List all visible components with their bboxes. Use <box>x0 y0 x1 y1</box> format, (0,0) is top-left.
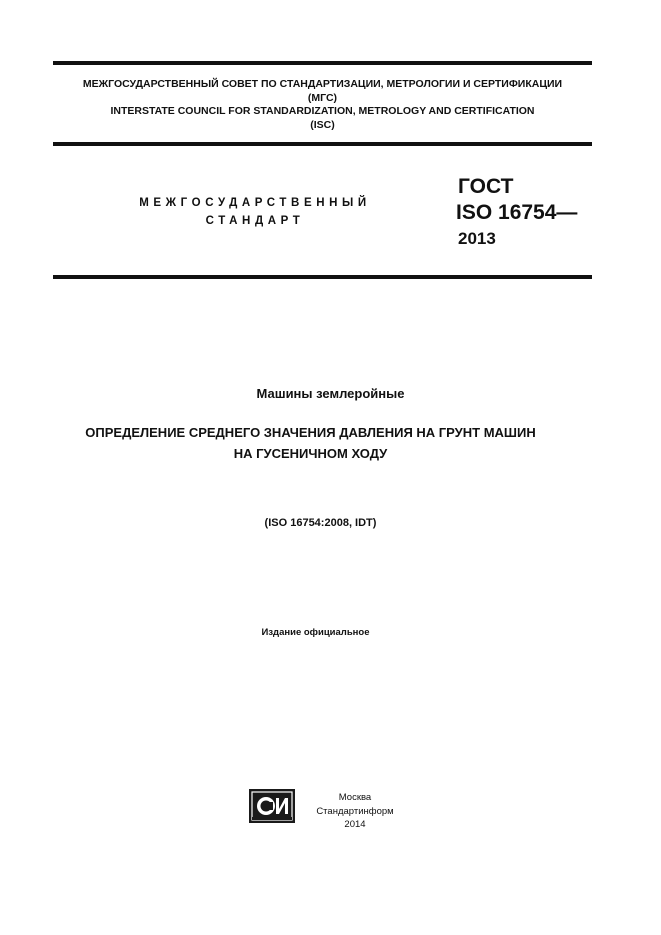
council-name-en: INTERSTATE COUNCIL FOR STANDARDIZATION, METROLOGY AND CERTIFICATION <box>110 105 535 117</box>
document-title <box>0 422 621 464</box>
standard-type <box>100 194 410 230</box>
standard-designation <box>456 174 577 252</box>
designation-number: ISO 16754— <box>456 201 578 224</box>
document-title-line2: НА ГУСЕНИЧНОМ ХОДУ <box>233 446 388 461</box>
council-abbr-en: (ISC) <box>310 118 335 131</box>
publisher-year: 2014 <box>344 819 366 830</box>
council-name-ru: МЕЖГОСУДАРСТВЕННЫЙ СОВЕТ ПО СТАНДАРТИЗАЦИИ, МЕТРОЛОГИИ И СЕРТИФИКАЦИИ <box>82 78 563 90</box>
top-rule <box>53 61 592 65</box>
standartinform-logo-icon <box>249 789 295 823</box>
standard-type-line2: СТАНДАРТ <box>205 215 305 227</box>
document-subject: Машины землеройные <box>256 386 405 401</box>
header-rule <box>53 142 592 146</box>
council-header <box>53 78 592 132</box>
edition-label: Издание официальное <box>261 627 370 638</box>
designation-prefix: ГОСТ <box>458 175 514 198</box>
designation-year: 2013 <box>458 229 496 248</box>
council-abbr-ru: (МГС) <box>307 91 338 104</box>
document-title-line1: ОПРЕДЕЛЕНИЕ СРЕДНЕГО ЗНАЧЕНИЯ ДАВЛЕНИЯ НА ГРУНТ МАШИН <box>85 425 536 440</box>
designation-rule <box>53 275 592 279</box>
iso-reference: (ISO 16754:2008, IDT) <box>264 517 377 529</box>
publisher-city: Москва <box>338 792 372 803</box>
publisher-block <box>300 791 410 832</box>
standard-type-line1: МЕЖГОСУДАРСТВЕННЫЙ <box>139 197 371 209</box>
publisher-name: Стандартинформ <box>316 805 394 817</box>
